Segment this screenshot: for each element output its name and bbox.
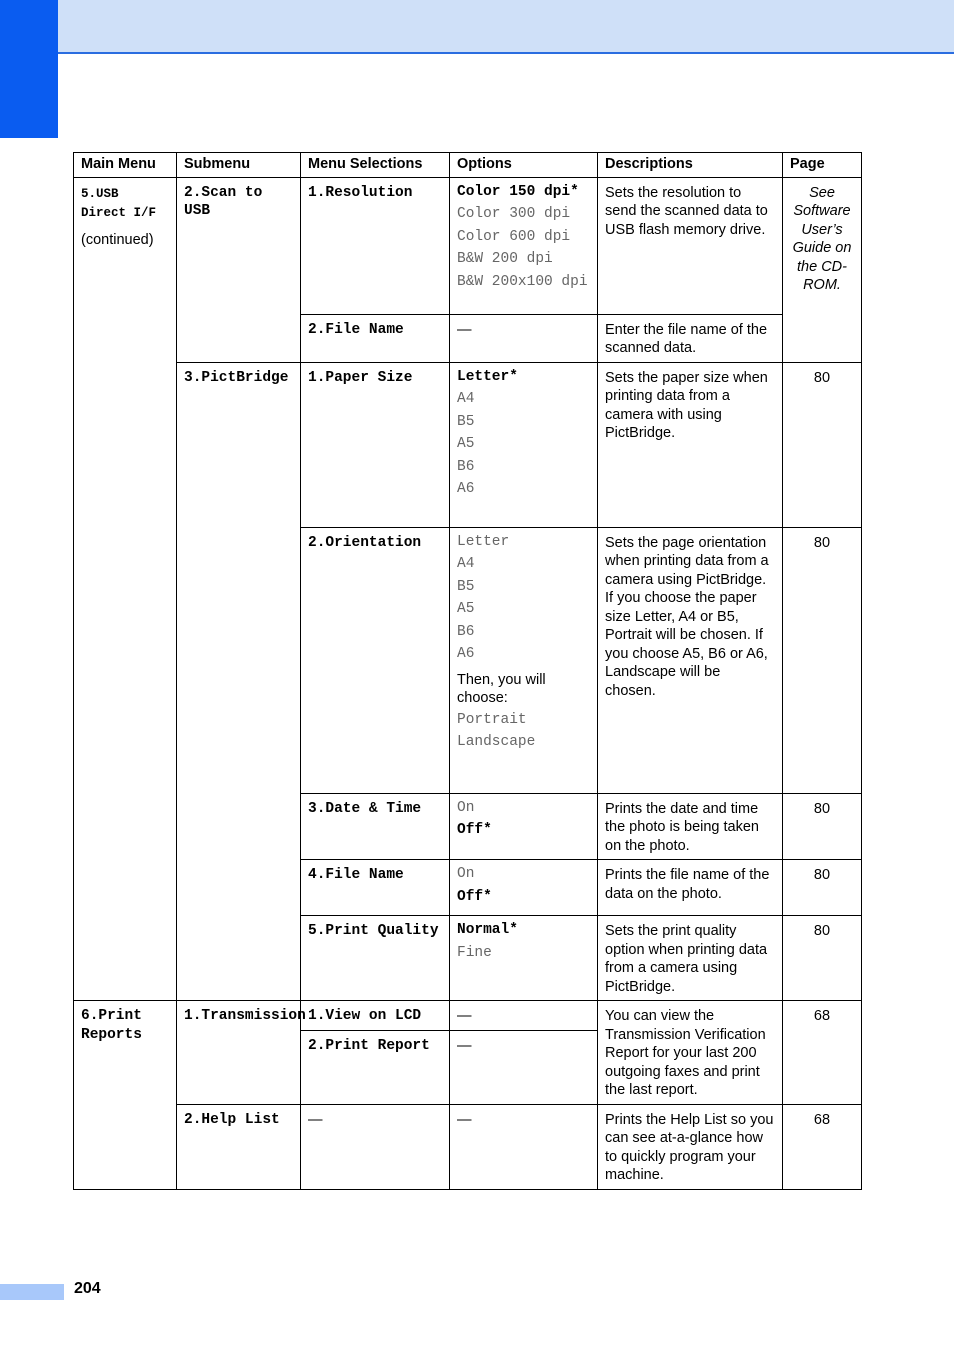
description-help-list: Prints the Help List so you can see at-a-glance how to quickly program your machine. bbox=[598, 1104, 783, 1189]
selection-print-quality: 5.Print Quality bbox=[301, 916, 450, 1001]
list-item: B&W 200 dpi bbox=[457, 251, 553, 267]
page-help-list: 68 bbox=[783, 1104, 862, 1189]
selection-help-list: — bbox=[301, 1104, 450, 1189]
list-item: A4 bbox=[457, 556, 475, 572]
main-menu-print-reports: 6.Print Reports bbox=[74, 1001, 177, 1190]
page-number: 204 bbox=[74, 1280, 101, 1297]
list-item: B6 bbox=[457, 623, 475, 640]
description-pb-file-name: Prints the file name of the data on the photo. bbox=[598, 860, 783, 916]
list-item: B6 bbox=[457, 458, 475, 475]
options-resolution bbox=[450, 177, 598, 314]
description-orientation: Sets the page orientation when printing data from a camera using PictBridge. If you choose the paper size Letter, A4 or B5, Portrait will be chosen. If you choose A5, B6 or A6, Landscape will be chosen. bbox=[598, 527, 783, 793]
description-transmission: You can view the Transmission Verification Report for your last 200 outgoing faxes and print the last report. bbox=[598, 1001, 783, 1105]
col-header-options: Options bbox=[450, 153, 598, 178]
col-header-submenu: Submenu bbox=[177, 153, 301, 178]
page-orientation: 80 bbox=[783, 527, 862, 793]
options-date-time bbox=[450, 793, 598, 860]
page-resolution: See Software User’s Guide on the CD-ROM. bbox=[783, 177, 862, 362]
option-help-list: — bbox=[450, 1104, 598, 1189]
list-item: A4 bbox=[457, 391, 475, 407]
page-paper-size: 80 bbox=[783, 362, 862, 527]
main-menu-usb: 5.USB Direct I/F bbox=[81, 186, 157, 220]
chapter-tab bbox=[0, 0, 58, 138]
orientation-note: Then, you will choose: bbox=[457, 671, 546, 706]
option-view-on-lcd: — bbox=[450, 1001, 598, 1031]
list-item: Color 300 dpi bbox=[457, 206, 571, 222]
list-item: B5 bbox=[457, 578, 475, 595]
options-paper-size bbox=[450, 362, 598, 527]
list-item: Portrait bbox=[457, 711, 527, 728]
description-print-quality: Sets the print quality option when printing data from a camera using PictBridge. bbox=[598, 916, 783, 1001]
list-item: B&W 200x100 dpi bbox=[457, 273, 588, 290]
selection-orientation: 2.Orientation bbox=[301, 527, 450, 793]
page-pb-file-name: 80 bbox=[783, 860, 862, 916]
option-print-report: — bbox=[450, 1030, 598, 1104]
list-item: A6 bbox=[457, 481, 475, 497]
list-item: Landscape bbox=[457, 734, 536, 750]
selection-paper-size: 1.Paper Size bbox=[301, 362, 450, 527]
selection-resolution: 1.Resolution bbox=[301, 177, 450, 314]
table-row bbox=[74, 177, 862, 314]
footer-accent-bar bbox=[0, 1284, 64, 1300]
col-header-descriptions: Descriptions bbox=[598, 153, 783, 178]
selection-view-on-lcd: 1.View on LCD bbox=[301, 1001, 450, 1031]
list-item: Normal* bbox=[457, 922, 518, 938]
selection-date-time: 3.Date & Time bbox=[301, 793, 450, 860]
menu-table bbox=[73, 152, 862, 1190]
col-header-main-menu: Main Menu bbox=[74, 153, 177, 178]
list-item: Letter* bbox=[457, 368, 518, 385]
page-date-time: 80 bbox=[783, 793, 862, 860]
selection-pb-file-name: 4.File Name bbox=[301, 860, 450, 916]
page-transmission: 68 bbox=[783, 1001, 862, 1105]
list-item: A5 bbox=[457, 601, 475, 617]
table-header-row bbox=[74, 153, 862, 178]
continued-label: (continued) bbox=[81, 231, 154, 248]
table-row bbox=[74, 362, 862, 527]
list-item: Off* bbox=[457, 822, 492, 838]
submenu-scan-to-usb: 2.Scan to USB bbox=[177, 177, 301, 362]
list-item: A5 bbox=[457, 436, 475, 452]
list-item: B5 bbox=[457, 413, 475, 430]
submenu-help-list: 2.Help List bbox=[177, 1104, 301, 1189]
main-menu-usb-cell bbox=[74, 177, 177, 1001]
header-band bbox=[0, 0, 954, 54]
list-item: A6 bbox=[457, 646, 475, 662]
options-print-quality bbox=[450, 916, 598, 1001]
selection-print-report: 2.Print Report bbox=[301, 1030, 450, 1104]
list-item: Letter bbox=[457, 533, 510, 550]
list-item: Fine bbox=[457, 944, 492, 961]
list-item: On bbox=[457, 799, 475, 816]
col-header-page: Page bbox=[783, 153, 862, 178]
list-item: On bbox=[457, 866, 475, 882]
table-row bbox=[74, 1104, 862, 1189]
submenu-pictbridge: 3.PictBridge bbox=[177, 362, 301, 1001]
description-date-time: Prints the date and time the photo is being taken on the photo. bbox=[598, 793, 783, 860]
list-item: Color 150 dpi* bbox=[457, 183, 579, 200]
description-file-name: Enter the file name of the scanned data. bbox=[598, 314, 783, 362]
page-print-quality: 80 bbox=[783, 916, 862, 1001]
table-row bbox=[74, 1001, 862, 1031]
description-resolution: Sets the resolution to send the scanned data to USB flash memory drive. bbox=[598, 177, 783, 314]
options-pb-file-name bbox=[450, 860, 598, 916]
options-orientation bbox=[450, 527, 598, 793]
list-item: Color 600 dpi bbox=[457, 228, 571, 245]
list-item: Off* bbox=[457, 888, 492, 905]
submenu-transmission: 1.Transmission bbox=[177, 1001, 301, 1105]
selection-file-name: 2.File Name bbox=[301, 314, 450, 362]
description-paper-size: Sets the paper size when printing data from a camera with using PictBridge. bbox=[598, 362, 783, 527]
col-header-menu-selections: Menu Selections bbox=[301, 153, 450, 178]
option-file-name: — bbox=[450, 314, 598, 362]
